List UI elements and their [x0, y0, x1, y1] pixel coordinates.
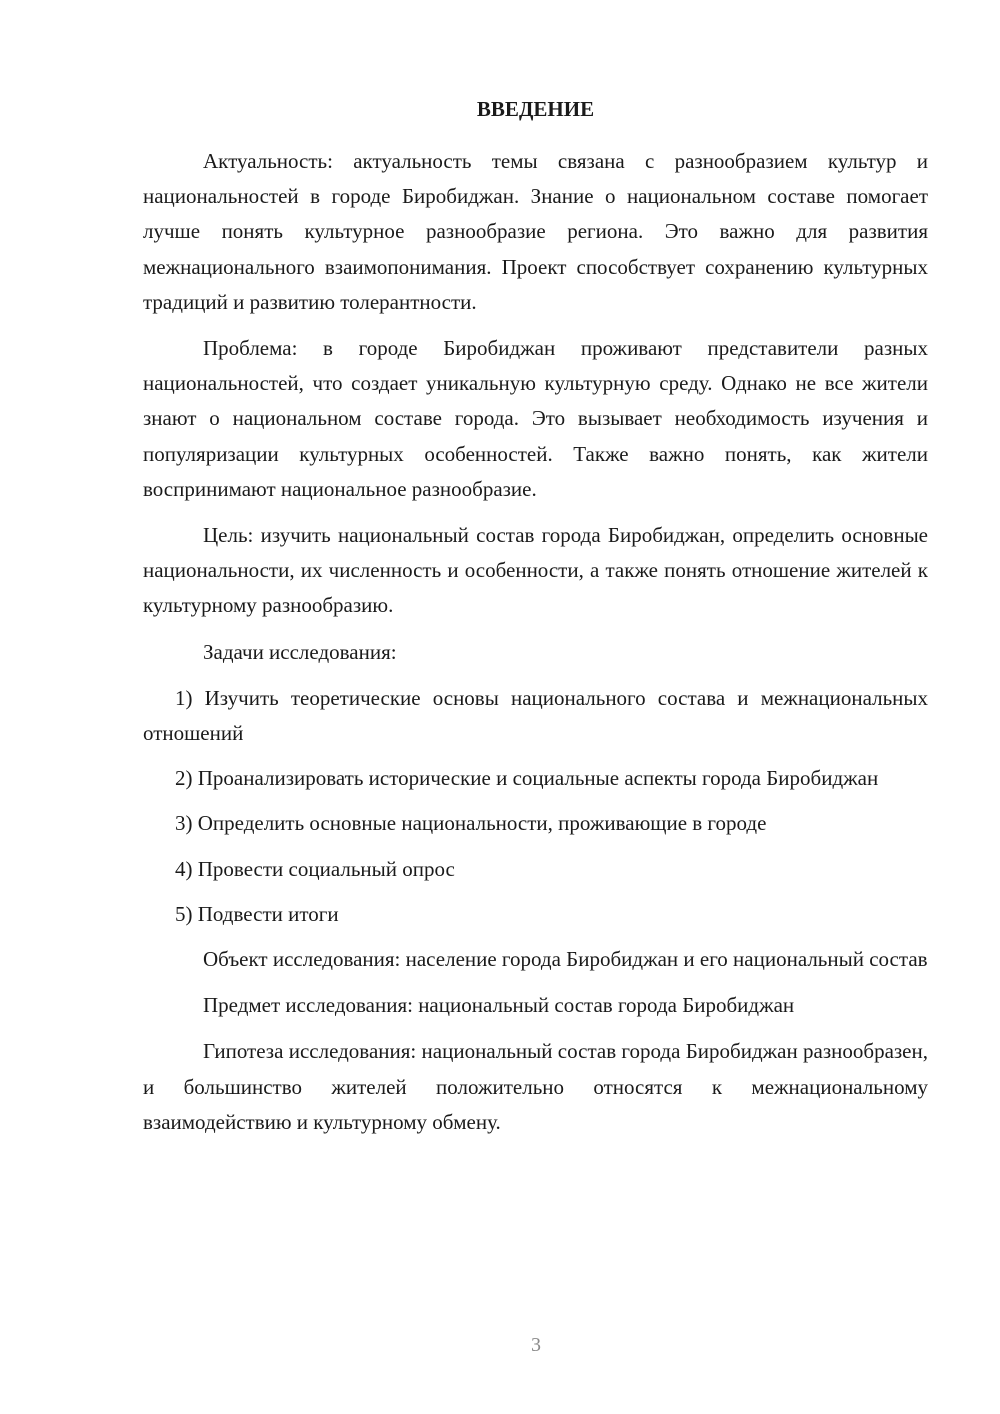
document-page: [143, 92, 928, 1151]
goal-paragraph: Цель: изучить национальный состав города Биробиджан, определить основные национальности, их численность и особенности, а также понять отношение жителей к культурному разнообразию.: [143, 523, 928, 618]
task-item-2: 2) Проанализировать исторические и социальные аспекты города Биробиджан: [175, 766, 879, 791]
task-item-3: 3) Определить основные национальности, проживающие в городе: [175, 811, 767, 836]
page-number: 3: [531, 1334, 541, 1356]
object-paragraph: Объект исследования: население города Биробиджан и его национальный состав: [203, 947, 928, 972]
page-title: ВВЕДЕНИЕ: [476, 97, 595, 121]
subject-paragraph: Предмет исследования: национальный состав города Биробиджан: [203, 993, 795, 1018]
tasks-heading: Задачи исследования:: [203, 639, 397, 664]
hypothesis-paragraph: Гипотеза исследования: национальный состав города Биробиджан разнообразен, и большинство жителей положительно относятся к межнациональному взаимодействию и культурному обмену.: [143, 1039, 928, 1134]
relevance-paragraph: Актуальность: актуальность темы связана с разнообразием культур и национальностей в городе Биробиджан. Знание о национальном составе помогает лучше понять культурное разнообразие региона. Это важно для развития межнационального взаимопонимания. Проект способствует сохранению культурных традиций и развитию толерантности.: [143, 149, 928, 314]
task-item-4: 4) Провести социальный опрос: [175, 856, 455, 881]
task-item-1: 1) Изучить теоретические основы национального состава и межнациональных отношений: [143, 685, 928, 746]
task-item-5: 5) Подвести итоги: [175, 901, 339, 926]
problem-paragraph: Проблема: в городе Биробиджан проживают представители разных национальностей, что создает уникальную культурную среду. Однако не все жители знают о национальном составе города. Это вызывает необходимость изучения и популяризации культурных особенностей. Также важно понять, как жители воспринимают национальное разнообразие.: [143, 336, 928, 501]
